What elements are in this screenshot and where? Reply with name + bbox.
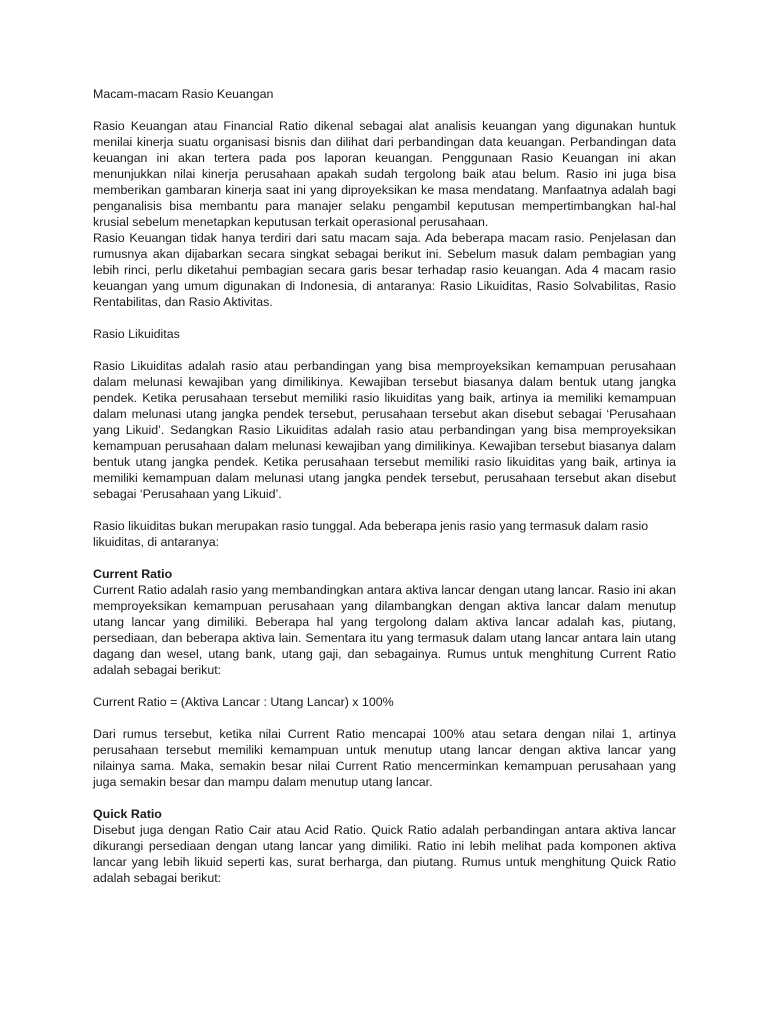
intro-paragraph-1: Rasio Keuangan atau Financial Ratio dikenal sebagai alat analisis keuangan yang digunakan huntuk menilai kinerja suatu organisasi bisnis dan dilihat dari perbandingan data keuangan. Perbandingan data keuangan ini akan tertera pada pos laporan keuangan. Penggunaan Rasio Keuangan ini akan menunjukkan nilai kinerja perusahaan apakah sudah tergolong baik atau belum. Rasio ini juga bisa memberikan gambaran kinerja saat ini yang diproyeksikan ke masa mendatang. Manfaatnya adalah bagi penganalisis bisa membantu para manajer selaku pengambil keputusan mempertimbangkan hal-hal krusial sebelum menetapkan keputusan terkait operasional perusahaan. — [93, 119, 676, 229]
current-ratio-paragraph-2: Dari rumus tersebut, ketika nilai Current Ratio mencapai 100% atau setara dengan nilai 1, artinya perusahaan tersebut memiliki kemampuan untuk menutup utang lancar dengan aktiva lancar yang nilainya sama. Maka, semakin besar nilai Current Ratio mencerminkan kemampuan perusahaan yang juga semakin besar dan mampu dalam menutup utang lancar. — [93, 727, 676, 789]
intro-paragraph-2: Rasio Keuangan tidak hanya terdiri dari satu macam saja. Ada beberapa macam rasio. Penjelasan dan rumusnya akan dijabarkan secara singkat sebagai berikut ini. Sebelum masuk dalam pembagian yang lebih rinci, perlu diketahui pembagian secara garis besar terhadap rasio keuangan. Ada 4 macam rasio keuangan yang umum digunakan di Indonesia, di antaranya: Rasio Likuiditas, Rasio Solvabilitas, Rasio Rentabilitas, dan Rasio Aktivitas. — [93, 231, 676, 309]
likuiditas-paragraph-2: Rasio likuiditas bukan merupakan rasio tunggal. Ada beberapa jenis rasio yang termasuk dalam rasio likuiditas, di antaranya: — [93, 519, 649, 549]
current-ratio-formula: Current Ratio = (Aktiva Lancar : Utang Lancar) x 100% — [93, 695, 394, 709]
section-heading-likuiditas: Rasio Likuiditas — [93, 327, 180, 341]
quick-ratio-heading: Quick Ratio — [93, 807, 162, 821]
document-title: Macam-macam Rasio Keuangan — [93, 87, 274, 101]
current-ratio-paragraph-1: Current Ratio adalah rasio yang membandingkan antara aktiva lancar dengan utang lancar. Rasio ini akan memproyeksikan kemampuan perusahaan yang dilambangkan dengan aktiva lancar dalam menutup utang lancar yang dimiliki. Beberapa hal yang tergolong dalam aktiva lancar adalah kas, piutang, persediaan, dan beberapa aktiva lain. Sementara itu yang termasuk dalam utang lancar antara lain utang dagang dan wesel, utang bank, utang gaji, dan sebagainya. Rumus untuk menghitung Current Ratio adalah sebagai berikut: — [93, 583, 676, 677]
current-ratio-heading: Current Ratio — [93, 567, 173, 581]
quick-ratio-paragraph-1: Disebut juga dengan Ratio Cair atau Acid Ratio. Quick Ratio adalah perbandingan antara aktiva lancar dikurangi persediaan dengan utang lancar yang dimiliki. Ratio ini lebih melihat pada komponen aktiva lancar yang lebih likuid seperti kas, surat berharga, dan piutang. Rumus untuk menghitung Quick Ratio adalah sebagai berikut: — [93, 823, 676, 885]
likuiditas-paragraph-1: Rasio Likuiditas adalah rasio atau perbandingan yang bisa memproyeksikan kemampuan perusahaan dalam melunasi kewajiban yang dimilikinya. Kewajiban tersebut biasanya dalam bentuk utang jangka pendek. Ketika perusahaan tersebut memiliki rasio likuiditas yang baik, artinya ia memiliki kemampuan dalam melunasi utang jangka pendek tersebut, perusahaan tersebut akan disebut sebagai ‘Perusahaan yang Likuid’. Sedangkan Rasio Likuiditas adalah rasio atau perbandingan yang bisa memproyeksikan kemampuan perusahaan dalam melunasi kewajiban yang dimilikinya. Kewajiban tersebut biasanya dalam bentuk utang jangka pendek. Ketika perusahaan tersebut memiliki rasio likuiditas yang baik, artinya ia memiliki kemampuan dalam melunasi utang jangka pendek tersebut, perusahaan tersebut akan disebut sebagai ‘Perusahaan yang Likuid’. — [93, 359, 676, 501]
